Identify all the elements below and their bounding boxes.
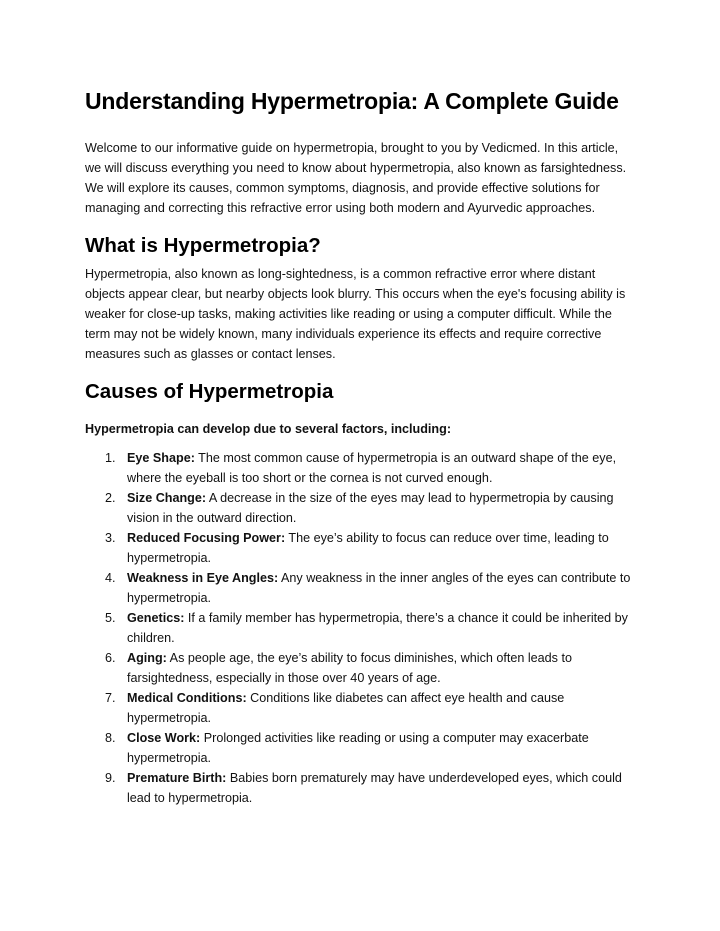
list-term: Medical Conditions: [127, 691, 247, 705]
list-number: 3. [105, 531, 116, 545]
list-text: As people age, the eye’s ability to focus diminishes, which often leads to farsightedness, especially in those over 40 years of age. [127, 651, 572, 685]
list-text: The most common cause of hypermetropia is an outward shape of the eye, where the eyeball is too short or the cornea is not curved enough. [127, 451, 617, 485]
list-item [85, 568, 636, 608]
list-item [85, 688, 636, 728]
list-text: If a family member has hypermetropia, there’s a chance it could be inherited by children. [127, 611, 628, 645]
what-paragraph: Hypermetropia, also known as long-sightedness, is a common refractive error where distant objects appear clear, but nearby objects look blurry. This occurs when the eye's focusing ability is weaker for close-up tasks, making activities like reading or using a computer difficult. While the term may not be widely known, many individuals experience its effects and require corrective measures such as glasses or contact lenses. [85, 267, 626, 361]
list-item [85, 768, 636, 808]
list-text: Conditions like diabetes can affect eye health and cause hypermetropia. [127, 691, 565, 725]
list-term: Weakness in Eye Angles: [127, 571, 279, 585]
page-title: Understanding Hypermetropia: A Complete Guide [85, 88, 619, 114]
causes-lead: Hypermetropia can develop due to several factors, including: [85, 422, 452, 436]
list-term: Reduced Focusing Power: [127, 531, 286, 545]
intro-paragraph: Welcome to our informative guide on hypermetropia, brought to you by Vedicmed. In this article, we will discuss everything you need to know about hypermetropia, also known as farsightedness. We will explore its causes, common symptoms, diagnosis, and provide effective solutions for managing and correcting this refractive error using both modern and Ayurvedic approaches. [85, 141, 627, 215]
section-heading-causes: Causes of Hypermetropia [85, 380, 334, 403]
list-number: 4. [105, 571, 116, 585]
list-item [85, 728, 636, 768]
list-term: Genetics: [127, 611, 185, 625]
list-number: 9. [105, 771, 116, 785]
list-number: 5. [105, 611, 116, 625]
list-term: Aging: [127, 651, 167, 665]
list-number: 6. [105, 651, 116, 665]
list-text: The eye’s ability to focus can reduce over time, leading to hypermetropia. [127, 531, 609, 565]
list-item [85, 528, 636, 568]
list-term: Eye Shape: [127, 451, 195, 465]
list-number: 7. [105, 691, 116, 705]
list-number: 1. [105, 451, 116, 465]
list-number: 8. [105, 731, 116, 745]
list-term: Premature Birth: [127, 771, 227, 785]
causes-list [85, 448, 636, 808]
list-text: A decrease in the size of the eyes may lead to hypermetropia by causing vision in the outward direction. [127, 491, 614, 525]
list-item [85, 608, 636, 648]
list-item [85, 488, 636, 528]
list-number: 2. [105, 491, 116, 505]
list-text: Any weakness in the inner angles of the eyes can contribute to hypermetropia. [127, 571, 631, 605]
list-term: Close Work: [127, 731, 201, 745]
list-text: Prolonged activities like reading or using a computer may exacerbate hypermetropia. [127, 731, 589, 765]
section-heading-what: What is Hypermetropia? [85, 234, 321, 257]
list-item [85, 648, 636, 688]
list-text: Babies born prematurely may have underdeveloped eyes, which could lead to hypermetropia. [127, 771, 622, 805]
list-item [85, 448, 636, 488]
list-term: Size Change: [127, 491, 207, 505]
